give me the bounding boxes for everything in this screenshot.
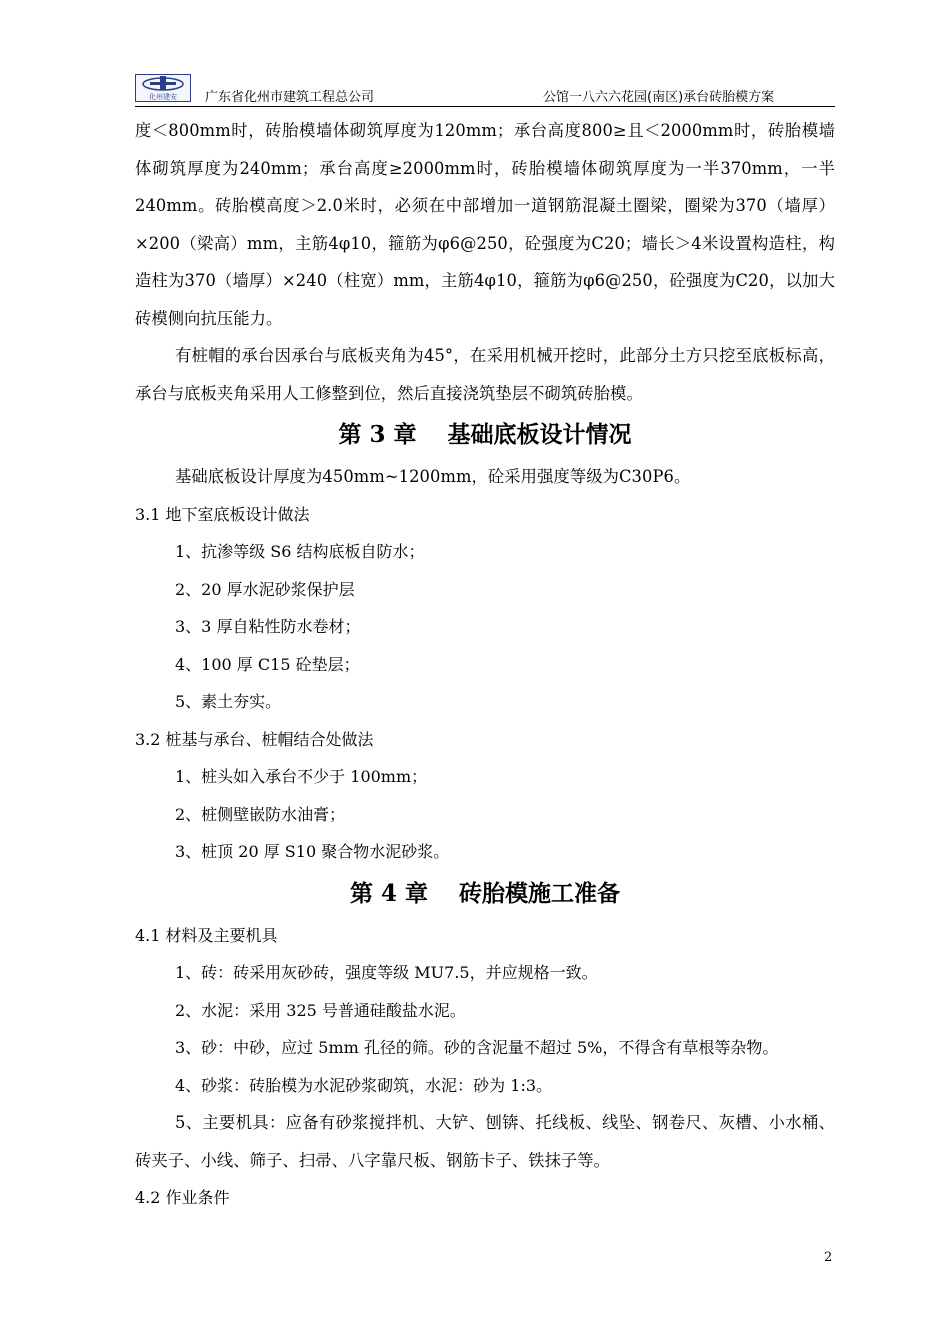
list-item: 2、桩侧壁嵌防水油膏； — [175, 804, 346, 824]
paragraph-1: 度＜800mm时，砖胎模墙体砌筑厚度为120mm；承台高度800≥且＜2000mm时，砖胎模墙体砌筑厚度为240mm；承台高度≥2000mm时，砖胎模墙体砌筑厚度为一半370mm，一半240mm。砖胎模高度＞2.0米时，必须在中部增加一道钢筋混凝土圈梁，圈梁为370（墙厚）×200（梁高）mm，主筋4φ10，箍筋为φ6@250，砼强度为C20；墙长＞4米设置构造柱，构造柱为370（墙厚）×240（柱宽）mm，主筋4φ10，箍筋为φ6@250，砼强度为C20，以加大砖模侧向抗压能力。 — [135, 121, 835, 328]
list-item: 5、主要机具：应备有砂浆搅拌机、大铲、刨锛、托线板、线坠、钢卷尺、灰槽、小水桶、砖夹子、小线、筛子、扫帚、八字靠尺板、钢筋卡子、铁抹子等。 — [135, 1113, 835, 1170]
section-3-1-title: 3.1 地下室底板设计做法 — [135, 504, 310, 524]
list-item: 4、砂浆：砖胎模为水泥砂浆砌筑，水泥：砂为 1:3。 — [175, 1075, 553, 1095]
section-4-2-title: 4.2 作业条件 — [135, 1188, 230, 1207]
page-number: 2 — [824, 1250, 833, 1265]
list-item: 3、3 厚自粘性防水卷材； — [175, 617, 361, 636]
section-3-2-title: 3.2 桩基与承台、桩帽结合处做法 — [135, 729, 374, 749]
chapter-4-title: 第 4 章 砖胎模施工准备 — [349, 879, 621, 907]
list-item: 2、水泥：采用 325 号普通硅酸盐水泥。 — [175, 1000, 466, 1020]
list-item: 2、20 厚水泥砂浆保护层 — [175, 579, 355, 599]
paragraph-2: 有桩帽的承台因承台与底板夹角为45°，在采用机械开挖时，此部分土方只挖至底板标高，承台与底板夹角采用人工修整到位，然后直接浇筑垫层不砌筑砖胎模。 — [135, 346, 835, 403]
logo-lettering: 化州建安 — [149, 93, 177, 101]
company-logo — [135, 74, 191, 102]
page-header — [135, 72, 835, 107]
logo-icon — [136, 75, 190, 101]
project-name: 公馆一八六六花园(南区)承台砖胎模方案 — [543, 90, 775, 105]
list-item: 3、砂：中砂，应过 5mm 孔径的筛。砂的含泥量不超过 5%，不得含有草根等杂物。 — [175, 1038, 779, 1057]
list-item: 1、抗渗等级 S6 结构底板自防水； — [175, 542, 425, 561]
list-item: 4、100 厚 C15 砼垫层； — [175, 654, 360, 674]
list-item: 1、砖：砖采用灰砂砖，强度等级 MU7.5，并应规格一致。 — [175, 963, 598, 982]
section-4-1-title: 4.1 材料及主要机具 — [135, 925, 278, 945]
chapter-3-intro: 基础底板设计厚度为450mm~1200mm，砼采用强度等级为C30P6。 — [175, 467, 691, 486]
list-item: 5、素土夯实。 — [175, 692, 282, 711]
company-name: 广东省化州市建筑工程总公司 — [205, 90, 375, 105]
list-item: 1、桩头如入承台不少于 100mm； — [175, 767, 428, 786]
document-body — [135, 112, 835, 1217]
list-item: 3、桩顶 20 厚 S10 聚合物水泥砂浆。 — [175, 842, 450, 861]
chapter-3-title: 第 3 章 基础底板设计情况 — [338, 421, 632, 448]
